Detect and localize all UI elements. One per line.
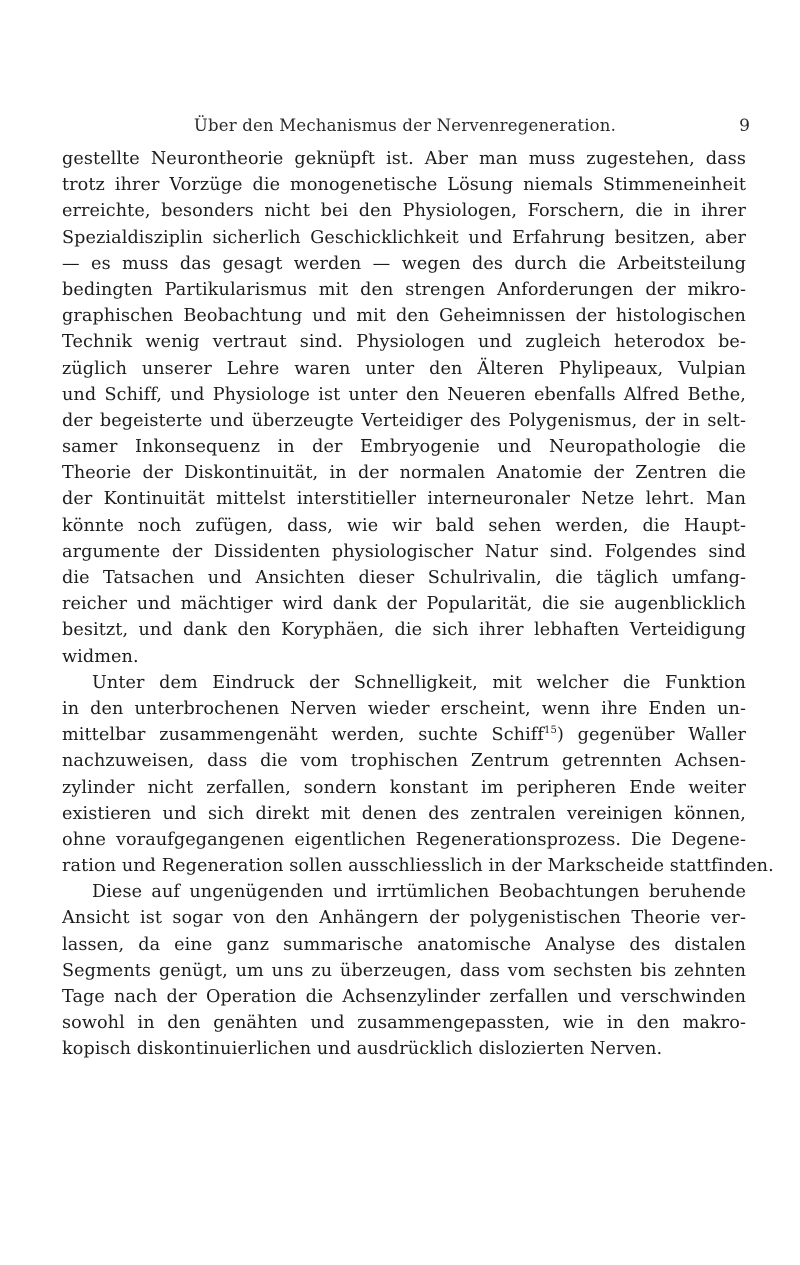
text-segment: ) gegenüber Waller xyxy=(556,725,746,746)
text-line: Diese auf ungenügenden und irrtümlichen Beobachtungen beruhende xyxy=(92,882,746,903)
text-line: und Schiff, und Physiologe ist unter den Neueren ebenfalls Alfred Bethe, xyxy=(62,384,746,405)
text-line: der Kontinuität mittelst interstitieller interneuronaler Netze lehrt. Man xyxy=(62,489,746,510)
text-line: argumente der Dissidenten physiologischer Natur sind. Folgendes sind xyxy=(62,541,746,562)
paragraph xyxy=(62,879,746,1062)
text-line: Segments genügt, um uns zu überzeugen, dass vom sechsten bis zehnten xyxy=(62,960,746,981)
text-line: die Tatsachen und Ansichten dieser Schulrivalin, die täglich umfang- xyxy=(62,568,746,588)
paragraph xyxy=(62,670,774,880)
text-line: ration und Regeneration sollen ausschliesslich in der Markscheide stattfinden. xyxy=(62,856,774,877)
running-title: Über den Mechanismus der Nervenregeneration. xyxy=(193,116,617,135)
text-line: Ansicht ist sogar von den Anhängern der polygenistischen Theorie ver- xyxy=(62,908,746,929)
text-line: erreichte, besonders nicht bei den Physiologen, Forschern, die in ihrer xyxy=(62,201,746,222)
text-line: lassen, da eine ganz summarische anatomische Analyse des distalen xyxy=(62,934,746,955)
running-header xyxy=(60,116,750,140)
body-text xyxy=(62,146,774,1063)
text-line: in den unterbrochenen Nerven wieder erscheint, wenn ihre Enden un- xyxy=(62,698,746,719)
text-line: Theorie der Diskontinuität, in der normalen Anatomie der Zentren die xyxy=(62,463,746,484)
text-line: trotz ihrer Vorzüge die monogenetische Lösung niemals Stimmeneinheit xyxy=(62,175,746,196)
text-line: Technik wenig vertraut sind. Physiologen und zugleich heterodox be- xyxy=(62,332,746,353)
text-line: Tage nach der Operation die Achsenzylinder zerfallen und verschwinden xyxy=(62,987,746,1007)
text-line: — es muss das gesagt werden — wegen des durch die Arbeitsteilung xyxy=(62,253,746,274)
text-line: nachzuweisen, dass die vom trophischen Zentrum getrennten Achsen- xyxy=(62,751,746,772)
paragraph xyxy=(62,146,746,670)
text-line: zylinder nicht zerfallen, sondern konstant im peripheren Ende weiter xyxy=(62,777,746,798)
text-line: kopisch diskontinuierlichen und ausdrücklich dislozierten Nerven. xyxy=(62,1039,663,1060)
text-line: Unter dem Eindruck der Schnelligkeit, mit welcher die Funktion xyxy=(92,672,746,693)
text-line: reicher und mächtiger wird dank der Popularität, die sie augenblicklich xyxy=(62,594,746,615)
text-line: widmen. xyxy=(62,646,139,667)
text-line: sowohl in den genähten und zusammengepassten, wie in den makro- xyxy=(62,1013,746,1034)
page-number: 9 xyxy=(739,116,750,136)
text-line: züglich unserer Lehre waren unter den Älteren Phylipeaux, Vulpian xyxy=(62,358,746,379)
text-line: der begeisterte und überzeugte Verteidiger des Polygenismus, der in selt- xyxy=(62,410,746,431)
text-line: samer Inkonsequenz in der Embryogenie und Neuropathologie die xyxy=(62,437,746,458)
text-line: graphischen Beobachtung und mit den Geheimnissen der histologischen xyxy=(62,306,746,327)
text-line xyxy=(62,722,746,748)
text-line: existieren und sich direkt mit denen des zentralen vereinigen können, xyxy=(62,803,746,824)
text-line: könnte noch zufügen, dass, wie wir bald sehen werden, die Haupt- xyxy=(62,515,746,536)
text-line: gestellte Neurontheorie geknüpft ist. Aber man muss zugestehen, dass xyxy=(62,149,746,169)
text-segment: mittelbar zusammengenäht werden, suchte Schiff xyxy=(62,725,545,746)
text-line: Spezialdisziplin sicherlich Geschicklichkeit und Erfahrung besitzen, aber xyxy=(62,227,746,248)
text-line: ohne voraufgegangenen eigentlichen Regenerationsprozess. Die Degene- xyxy=(62,829,746,850)
text-line: bedingten Partikularismus mit den strengen Anforderungen der mikro- xyxy=(62,279,746,300)
footnote-reference: 15 xyxy=(544,725,557,737)
text-line: besitzt, und dank den Koryphäen, die sich ihrer lebhaften Verteidigung xyxy=(62,620,746,641)
